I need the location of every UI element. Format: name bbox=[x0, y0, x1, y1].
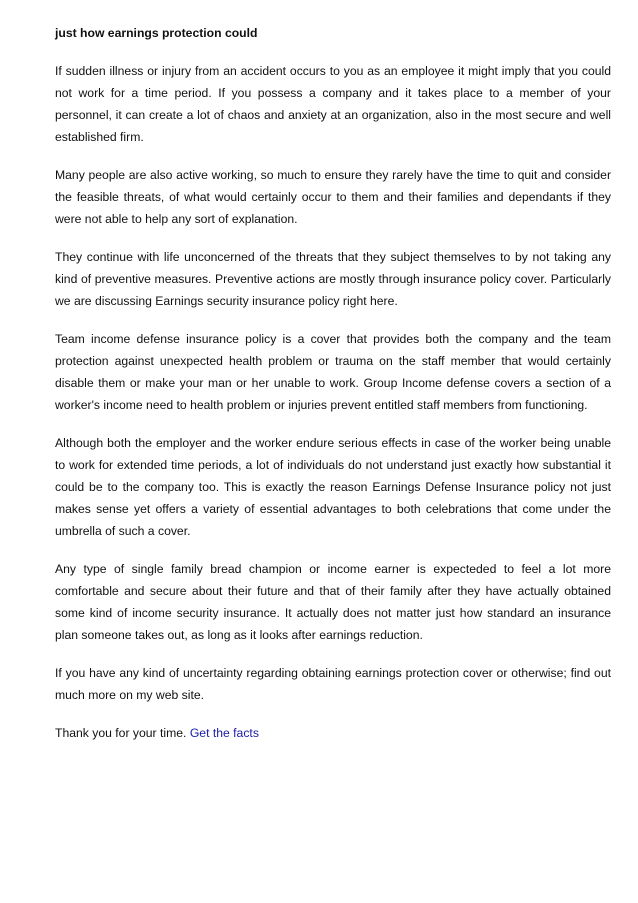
closing-text: Thank you for your time. bbox=[55, 726, 187, 740]
closing-line bbox=[55, 722, 611, 744]
paragraph-5: Although both the employer and the worker endure serious effects in case of the worker being unable to work for extended time periods, a lot of individuals do not understand just exactly how substantial it could be to the company too. This is exactly the reason Earnings Defense Insurance policy not just makes sense yet offers a variety of essential advantages to both celebrations that come under the umbrella of such a cover. bbox=[55, 436, 611, 538]
paragraph-2: Many people are also active working, so much to ensure they rarely have the time to quit and consider the feasible threats, of what would certainly occur to them and their families and dependants if they were not able to help any sort of explanation. bbox=[55, 168, 611, 226]
paragraph-3: They continue with life unconcerned of the threats that they subject themselves to by not taking any kind of preventive measures. Preventive actions are mostly through insurance policy cover. Particularly we are discussing Earnings security insurance policy right here. bbox=[55, 250, 611, 308]
paragraph-4: Team income defense insurance policy is a cover that provides both the company and the team protection against unexpected health problem or trauma on the staff member that would certainly disable them or make your man or her unable to work. Group Income defense covers a section of a worker's income need to health problem or injuries prevent entitled staff members from functioning. bbox=[55, 332, 611, 412]
paragraph-1: If sudden illness or injury from an accident occurs to you as an employee it might imply that you could not work for a time period. If you possess a company and it takes place to a member of your personnel, it can create a lot of chaos and anxiety at an organization, also in the most secure and well established firm. bbox=[55, 64, 611, 144]
paragraph-6: Any type of single family bread champion or income earner is expecteded to feel a lot more comfortable and secure about their future and that of their family after they have actually obtained some kind of income security insurance. It actually does not matter just how standard an insurance plan someone takes out, as long as it looks after earnings reduction. bbox=[55, 562, 611, 642]
paragraph-7: If you have any kind of uncertainty regarding obtaining earnings protection cover or otherwise; find out much more on my web site. bbox=[55, 666, 611, 702]
get-the-facts-link[interactable]: Get the facts bbox=[189, 726, 259, 740]
document-title: just how earnings protection could bbox=[55, 26, 258, 40]
